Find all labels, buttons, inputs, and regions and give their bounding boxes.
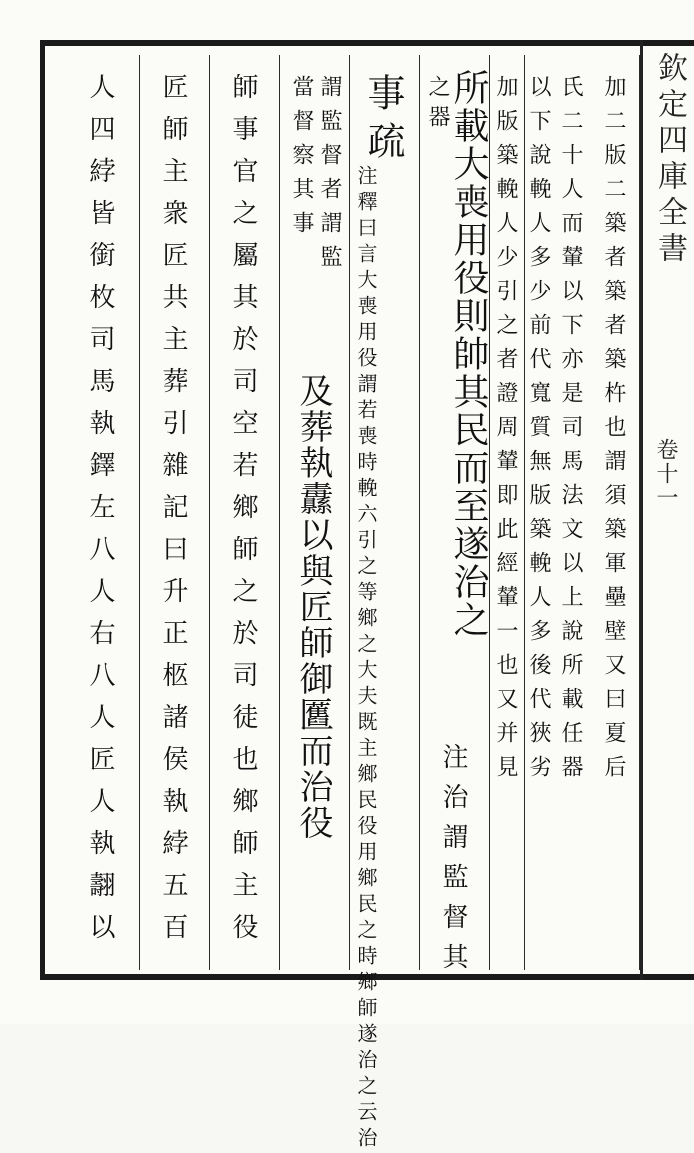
text-column bbox=[210, 55, 280, 970]
column-annotation: 注治謂監督其 bbox=[438, 743, 468, 983]
column-main-text: 及葬執纛以與匠師御匶而治役 bbox=[293, 373, 333, 841]
text-column bbox=[590, 55, 640, 970]
volume-label: 卷十一 bbox=[653, 438, 678, 510]
column-text: 以下說輓人多少前代寬質無版築輓人多後代狹劣 bbox=[526, 75, 551, 789]
text-column bbox=[490, 55, 525, 970]
column-text: 加二版二築者築者築杵也謂須築軍壘壁又曰夏后 bbox=[601, 75, 626, 789]
text-column bbox=[350, 55, 420, 1153]
column-text: 加版築輓人少引之者證周輦即此經輦一也又并見 bbox=[493, 75, 518, 789]
column-text: 氏二十人而輦以下亦是司馬法文以上說所載任器 bbox=[558, 75, 583, 789]
column-small-head: 謂監督者謂監 bbox=[317, 75, 342, 279]
column-main-text: 事疏 bbox=[361, 73, 405, 169]
text-column bbox=[140, 55, 210, 970]
column-main-text: 所載大喪用役則帥其民而至遂治之 bbox=[448, 69, 489, 639]
book-title: 欽定四庫全書 bbox=[652, 52, 687, 268]
text-column bbox=[420, 55, 490, 983]
column-small-head: 之器 bbox=[425, 75, 450, 135]
text-column bbox=[525, 55, 555, 970]
column-text: 師事官之屬其於司空若鄉師之於司徒也鄉師主役 bbox=[228, 73, 258, 955]
text-column bbox=[555, 55, 590, 970]
text-column bbox=[65, 55, 140, 970]
center-fold-line bbox=[640, 40, 643, 980]
column-text: 人四綍皆銜枚司馬執鐸左八人右八人匠人執翿以 bbox=[85, 73, 115, 955]
column-annotation: 注釋曰言大喪用役謂若喪時輓六引之等鄉之大夫既主鄉民役用鄉民之時鄉師遂治之云治 bbox=[354, 165, 378, 1153]
column-text: 匠師主衆匠共主葬引雜記曰升正柩諸侯執綍五百 bbox=[158, 73, 188, 955]
text-column bbox=[280, 55, 350, 970]
column-small-head-2: 當督察其事 bbox=[289, 75, 314, 245]
